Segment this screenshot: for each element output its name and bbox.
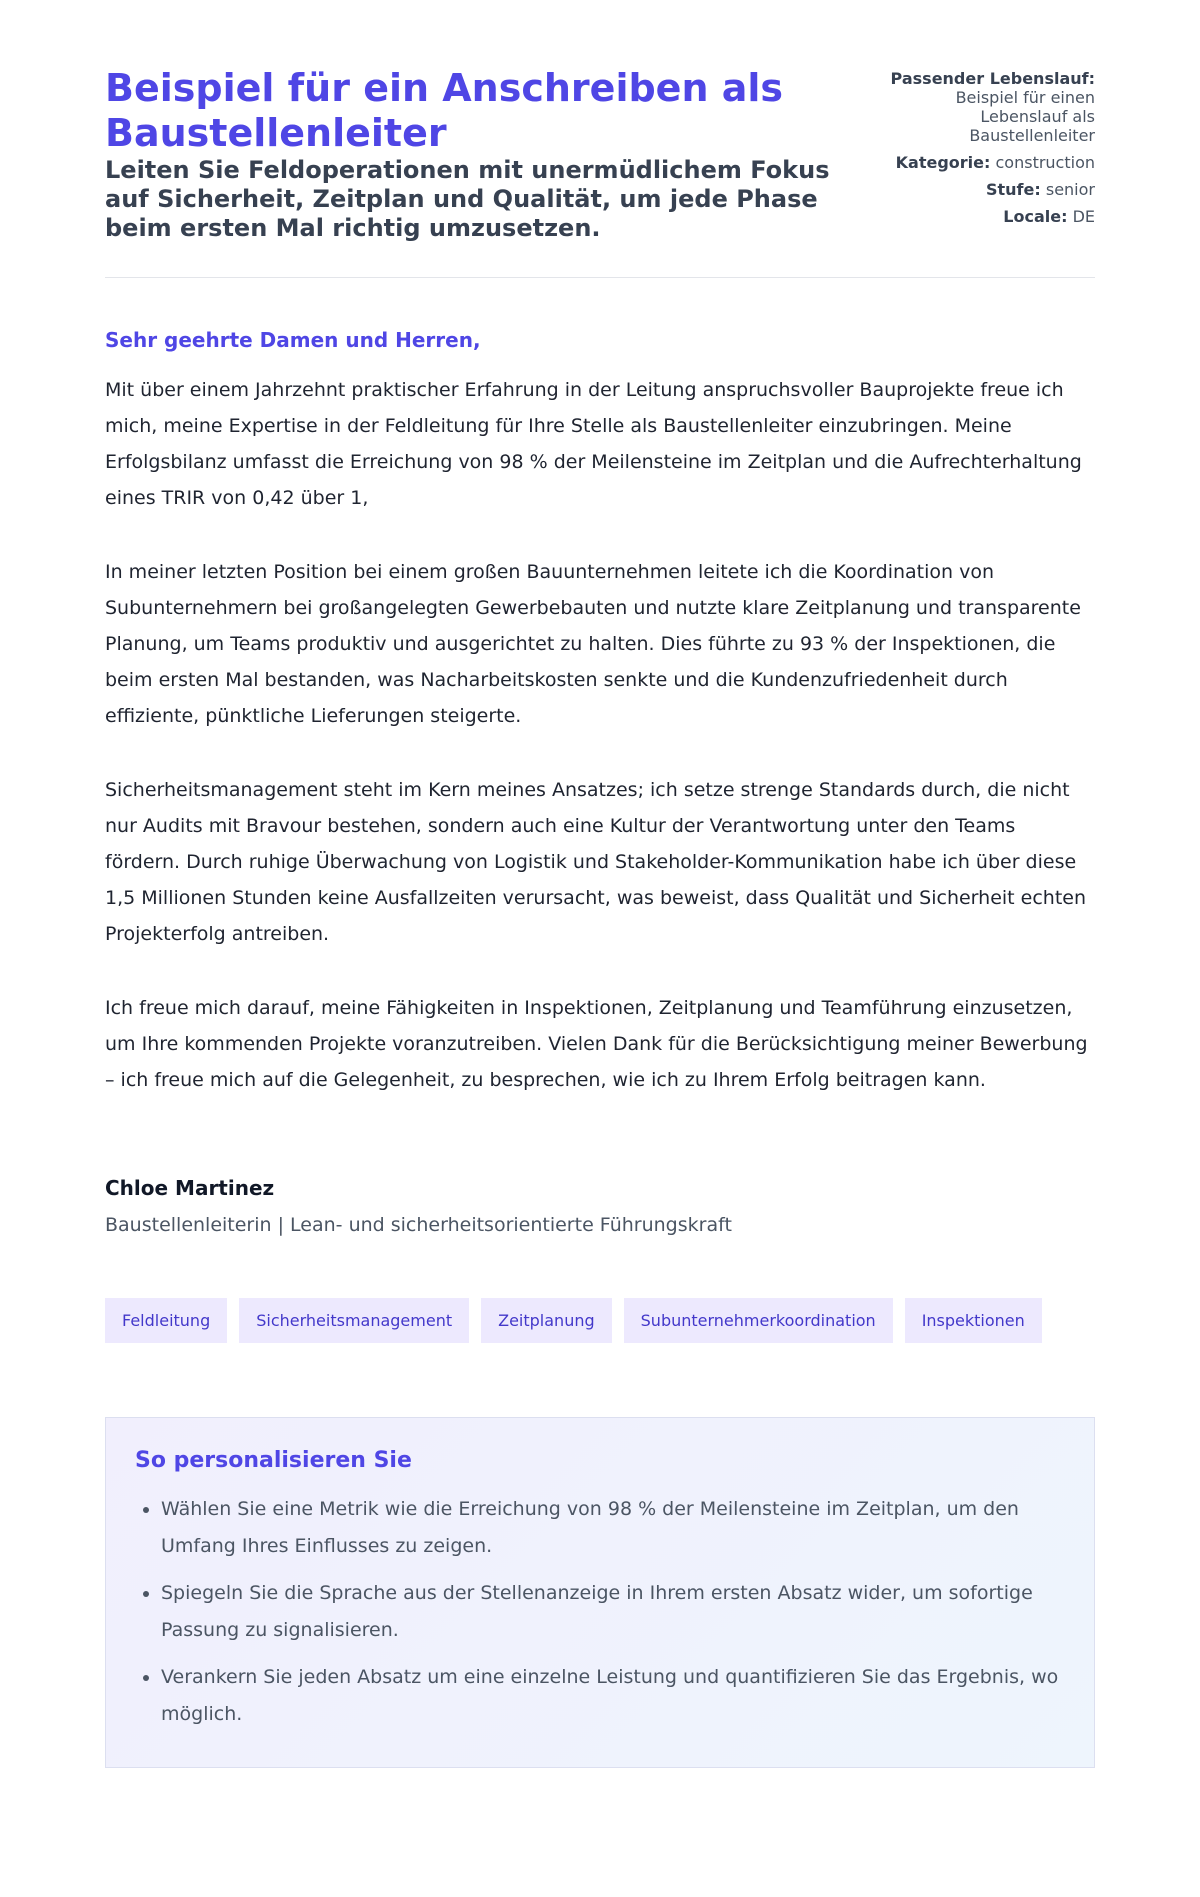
tip-item: • Verankern Sie jeden Absatz um eine einzelne Leistung und quantifizieren Sie das Ergebnis, wo möglich.	[161, 1659, 1065, 1733]
meta-level-value: senior	[1045, 180, 1095, 199]
skill-tag: Zeitplanung	[481, 1298, 612, 1343]
skill-tag: Feldleitung	[105, 1298, 227, 1343]
tip-item: • Spiegeln Sie die Sprache aus der Stellenanzeige in Ihrem ersten Absatz wider, um sofortige Passung zu signalisieren.	[161, 1575, 1065, 1649]
meta-panel	[865, 69, 1095, 234]
meta-category-label: Kategorie:	[895, 153, 991, 172]
skill-tag: Sicherheitsmanagement	[239, 1298, 469, 1343]
tips-list	[135, 1491, 1065, 1733]
meta-resume-link[interactable]: Beispiel für einen Lebenslauf als Baustellenleiter	[955, 88, 1095, 145]
salutation: Sehr geehrte Damen und Herren,	[105, 328, 481, 352]
page-title: Beispiel für ein Anschreiben als Baustellenleiter	[105, 66, 784, 155]
header	[105, 66, 1095, 278]
meta-locale	[865, 207, 1095, 226]
skill-tag: Subunternehmerkoordination	[624, 1298, 893, 1343]
letter-paragraph: Sicherheitsmanagement steht im Kern meines Ansatzes; ich setze strenge Standards durch, die nicht nur Audits mit Bravour bestehen, sondern auch eine Kultur der Verantwortung unter den Teams fördern. Durch ruhige Überwachung von Logistik und Stakeholder-Kommunikation habe ich über diese 1,5 Millionen Stunden keine Ausfallzeiten verursacht, was beweist, dass Qualität und Sicherheit echten Projekterfolg antreiben.	[105, 779, 1087, 945]
meta-resume	[865, 69, 1095, 145]
signature-title: Baustellenleiterin | Lean- und sicherheitsorientierte Führungskraft	[105, 1214, 732, 1236]
letter-paragraph: Ich freue mich darauf, meine Fähigkeiten in Inspektionen, Zeitplanung und Teamführung einzusetzen, um Ihre kommenden Projekte voranzutreiben. Vielen Dank für die Berücksichtigung meiner Bewerbung – ich freue mich auf die Gelegenheit, zu besprechen, wie ich zu Ihrem Erfolg beitragen kann.	[105, 997, 1088, 1091]
meta-locale-label: Locale:	[1003, 207, 1068, 226]
signature-name: Chloe Martinez	[105, 1176, 275, 1200]
letter-paragraph: In meiner letzten Position bei einem großen Bauunternehmen leitete ich die Koordination von Subunternehmern bei großangelegten Gewerbebauten und nutzte klare Zeitplanung und transparente Planung, um Teams produktiv und ausgerichtet zu halten. Dies führte zu 93 % der Inspektionen, die beim ersten Mal bestanden, was Nacharbeitskosten senkte und die Kundenzufriedenheit durch effiziente, pünktliche Lieferungen steigerte.	[105, 561, 1081, 727]
skill-tag: Inspektionen	[905, 1298, 1042, 1343]
meta-category-value: construction	[995, 153, 1095, 172]
page	[105, 0, 1095, 1768]
meta-category	[865, 153, 1095, 172]
meta-level-label: Stufe:	[985, 180, 1041, 199]
personalization-tips	[105, 1417, 1095, 1768]
page-subtitle: Leiten Sie Feldoperationen mit unermüdlichem Fokus auf Sicherheit, Zeitplan und Qualität, um jede Phase beim ersten Mal richtig umzusetzen.	[105, 156, 830, 242]
tips-title: So personalisieren Sie	[135, 1448, 412, 1473]
meta-resume-label: Passender Lebenslauf:	[890, 69, 1095, 88]
meta-locale-value: DE	[1072, 207, 1095, 226]
title-block	[105, 66, 835, 243]
letter-paragraph: Mit über einem Jahrzehnt praktischer Erfahrung in der Leitung anspruchsvoller Bauprojekte freue ich mich, meine Expertise in der Feldleitung für Ihre Stelle als Baustellenleiter einzubringen. Meine Erfolgsbilanz umfasst die Erreichung von 98 % der Meilensteine im Zeitplan und die Aufrechterhaltung eines TRIR von 0,42 über 1,	[105, 379, 1082, 509]
tip-item: • Wählen Sie eine Metrik wie die Erreichung von 98 % der Meilensteine im Zeitplan, um den Umfang Ihres Einflusses zu zeigen.	[161, 1491, 1065, 1565]
skill-tags	[105, 1298, 1095, 1343]
meta-level	[865, 180, 1095, 199]
